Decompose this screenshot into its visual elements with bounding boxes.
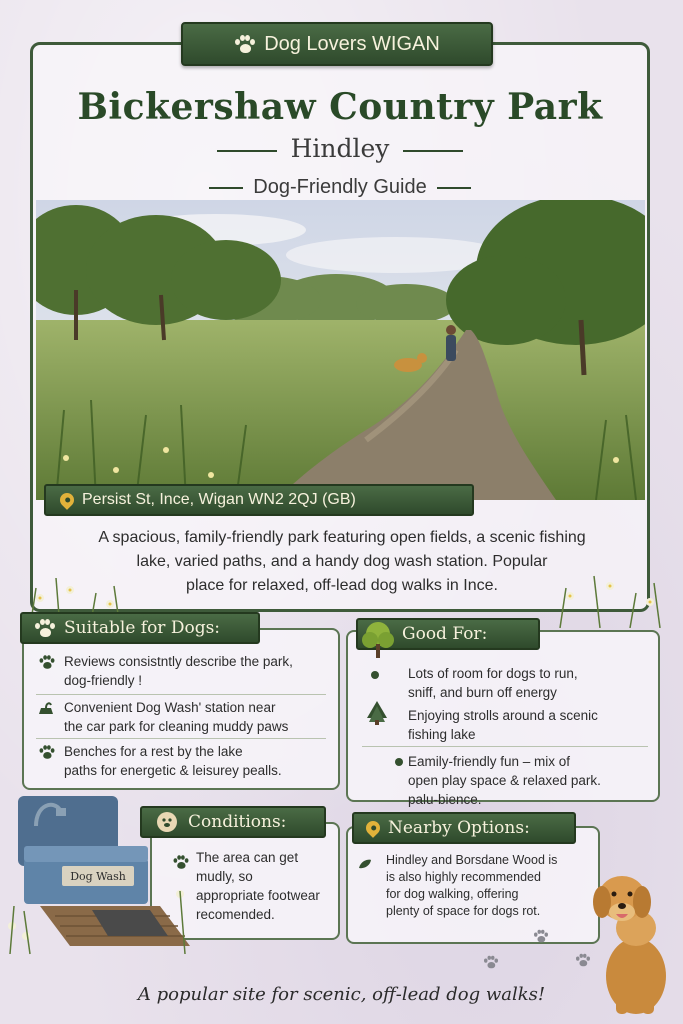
suitable-heading-banner [20, 612, 260, 644]
subtitle-text: Hindley [290, 134, 390, 163]
good-for-item [408, 664, 654, 702]
intro-line: A spacious, family-friendly park featuring open fields, a scenic fishing [98, 529, 586, 546]
nearby-heading-banner [352, 812, 576, 844]
conditions-line: The area can get [196, 850, 299, 865]
suitable-item-line: Reviews consistntly describe the park, [64, 654, 293, 669]
nearby-heading: Nearby Options: [388, 818, 530, 838]
divider [36, 694, 326, 695]
tree-icon [360, 620, 396, 660]
suitable-item [64, 742, 334, 780]
leaf-icon [358, 858, 372, 870]
good-for-item-line: Lots of room for dogs to run, [408, 666, 578, 681]
good-for-item [408, 706, 654, 744]
bullet-icon [394, 757, 404, 767]
good-for-item-line: fishing lake [408, 727, 476, 742]
location-pin-icon [363, 818, 383, 838]
park-scene-illustration [36, 200, 645, 500]
address-banner [44, 484, 474, 516]
suitable-item-line: dog-friendly ! [64, 673, 143, 688]
nearby-line: plenty of space for dogs rot. [386, 904, 541, 918]
divider [362, 746, 648, 747]
paw-icon [34, 618, 56, 638]
intro-line: place for relaxed, off-lead dog walks in Ince. [186, 577, 498, 594]
guide-label [30, 176, 650, 199]
paw-icon [234, 34, 256, 54]
dog-wash-icon [37, 700, 55, 716]
good-for-heading: Good For: [402, 624, 488, 644]
good-for-item-line: Enjoying strolls around a scenic [408, 708, 598, 723]
nearby-line: is also highly recommended [386, 870, 541, 884]
conditions-line: recomended. [196, 907, 275, 922]
address-text: Persist St, Ince, Wigan WN2 2QJ (GB) [82, 491, 356, 508]
bullet-icon [370, 670, 380, 680]
dog-wash-station-illustration [0, 786, 200, 956]
conditions-line: appropriate footwear [196, 888, 320, 903]
good-for-item-line: open play space & relaxed park. [408, 773, 601, 788]
suitable-item [64, 698, 334, 736]
nearby-text [386, 852, 598, 920]
suitable-item-line: Benches for a rest by the lake [64, 744, 243, 759]
nearby-line: Hindley and Borsdane Wood is [386, 853, 558, 867]
page-title: Bickershaw Country Park [77, 86, 603, 128]
paw-print-icon [533, 929, 548, 943]
suitable-item-line: the car park for cleaning muddy paws [64, 719, 289, 734]
good-for-item-line: Eamily-friendly fun – mix of [408, 754, 571, 769]
good-for-item-line: sniff, and burn off energy [408, 685, 557, 700]
suitable-item-line: Convenient Dog Wash' station near [64, 700, 276, 715]
paw-print-icon [483, 955, 498, 969]
subtitle [30, 134, 650, 163]
paw-print-icon [575, 953, 590, 967]
suitable-item-line: paths for energetic & leisurey pealls. [64, 763, 282, 778]
guide-text: Dog-Friendly Guide [253, 176, 427, 198]
paw-icon [39, 745, 56, 760]
suitable-heading: Suitable for Dogs: [64, 618, 221, 638]
tagline: A popular site for scenic, off-lead dog walks! [137, 984, 546, 1005]
tree-icon [365, 700, 389, 726]
conditions-text [196, 848, 336, 924]
brand-banner [181, 22, 493, 66]
intro-line: lake, varied paths, and a handy dog wash station. Popular [136, 553, 548, 570]
nearby-line: for dog walking, offering [386, 887, 519, 901]
suitable-item [64, 652, 334, 690]
dog-wash-sign: Dog Wash [70, 870, 126, 883]
paw-icon [39, 655, 56, 670]
brand-label: Dog Lovers WIGAN [264, 32, 440, 55]
conditions-line: mudly, so [196, 869, 253, 884]
location-pin-icon [57, 490, 77, 510]
conditions-heading: Conditions: [188, 812, 287, 832]
good-for-item-line: palu-bience. [408, 792, 482, 807]
good-for-item [408, 752, 654, 809]
divider [36, 738, 326, 739]
